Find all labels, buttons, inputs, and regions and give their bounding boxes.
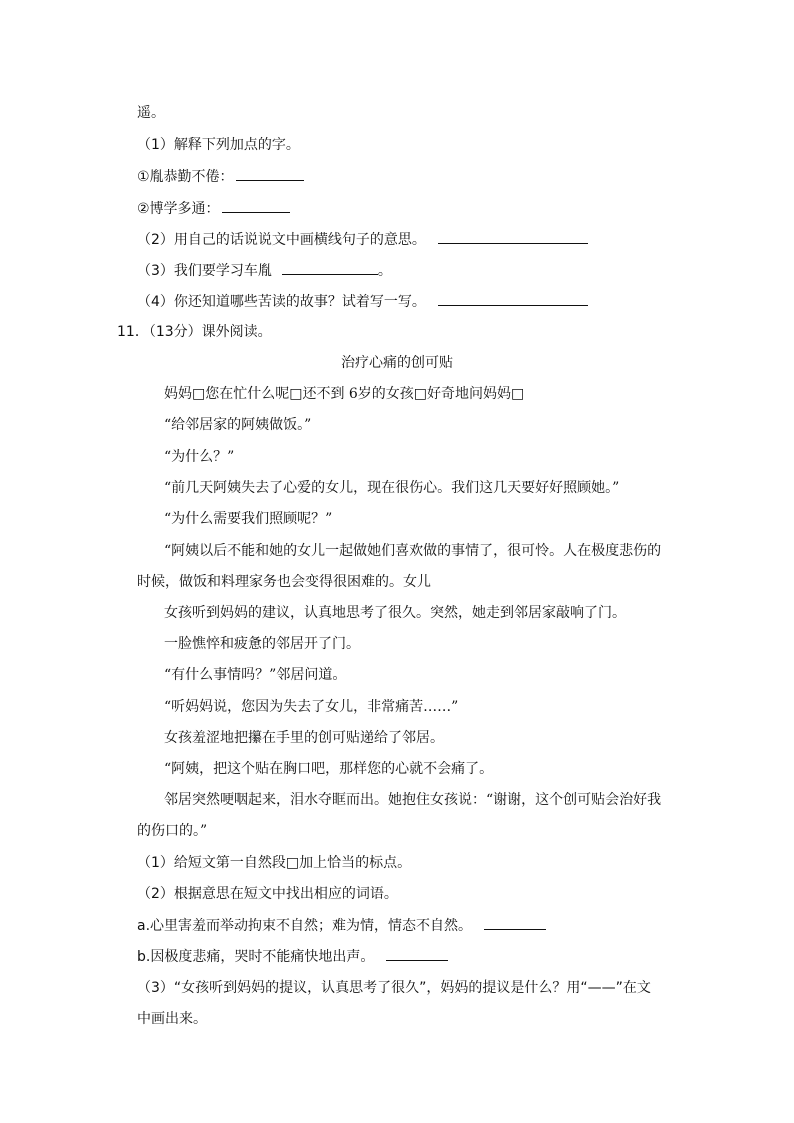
story-paragraph: “为什么需要我们照顾呢？” (164, 511, 333, 527)
q11-sub3-prompt-cont: 中画出来。 (137, 1011, 207, 1027)
story-paragraph: 一脸憔悴和疲惫的邻居开了门。 (164, 636, 360, 652)
q10-sub4-prompt (137, 291, 588, 311)
story-paragraph: “前几天阿姨失去了心爱的女儿，现在很伤心。我们这几天要好好照顾她。” (164, 480, 620, 496)
q10-sub3-text: （3）我们要学习车胤 (137, 263, 272, 279)
story-paragraph: 邻居突然哽咽起来，泪水夺眶而出。她抱住女孩说：“谢谢，这个创可贴会治好我 (164, 792, 662, 808)
q11-sub2-item-b-text: b.因极度悲痛，哭时不能痛快地出声。 (137, 949, 375, 965)
q11-sub2-item-b (137, 946, 448, 966)
story-paragraph: “有什么事情吗？”邻居问道。 (164, 667, 347, 683)
q11-sub3-prompt: （3）“女孩听到妈妈的提议，认真思考了很久”，妈妈的提议是什么？用“——”在文 (137, 980, 651, 996)
passage-continuation: 遥。 (137, 105, 165, 121)
story-paragraph: 女孩羞涩地把攥在手里的创可贴递给了邻居。 (164, 730, 444, 746)
story-paragraph: “阿姨，把这个贴在胸口吧，那样您的心就不会痛了。 (164, 761, 494, 777)
q11-sub2-item-a (137, 915, 546, 935)
answer-blank[interactable] (438, 229, 588, 244)
q11-sub2-prompt: （2）根据意思在短文中找出相应的词语。 (137, 886, 398, 902)
q10-sub1-prompt: （1）解释下列加点的字。 (137, 137, 300, 153)
q10-sub3-tail: 。 (377, 263, 392, 279)
answer-blank[interactable] (222, 198, 290, 213)
answer-blank[interactable] (484, 915, 546, 930)
q11-header: 11．（13分）课外阅读。 (117, 324, 272, 340)
q11-sub1-prompt: （1）给短文第一自然段□加上恰当的标点。 (137, 855, 412, 871)
story-paragraph: “为什么？” (164, 449, 235, 465)
story-paragraph: “给邻居家的阿姨做饭。” (164, 417, 312, 433)
q10-sub4-text: （4）你还知道哪些苦读的故事？试着写一写。 (137, 294, 426, 310)
q10-sub1-item-a (137, 166, 304, 186)
q10-sub2-text: （2）用自己的话说说文中画横线句子的意思。 (137, 232, 426, 248)
answer-blank[interactable] (282, 260, 378, 275)
q10-sub1-item-a-label: ①胤恭勤不倦： (137, 169, 234, 185)
story-title: 治疗心痛的创可贴 (341, 355, 453, 371)
story-paragraph-cont: 时候，做饭和料理家务也会变得很困难的。女儿 (137, 574, 431, 590)
answer-blank[interactable] (438, 291, 588, 306)
story-paragraph: “阿姨以后不能和她的女儿一起做她们喜欢做的事情了，很可怜。人在极度悲伤的 (164, 543, 662, 559)
story-paragraph: “听妈妈说，您因为失去了女儿，非常痛苦……” (164, 699, 459, 715)
q10-sub1-item-b (137, 198, 290, 218)
story-paragraph: 女孩听到妈妈的建议，认真地思考了很久。突然，她走到邻居家敲响了门。 (164, 605, 626, 621)
q10-sub3-prompt (137, 260, 392, 280)
q11-sub2-item-a-text: a.心里害羞而举动拘束不自然；难为情，情态不自然。 (137, 918, 473, 934)
story-paragraph: 妈妈□您在忙什么呢□还不到 6岁的女孩□好奇地问妈妈□ (164, 386, 525, 402)
story-paragraph-cont: 的伤口的。” (137, 823, 208, 839)
answer-blank[interactable] (386, 946, 448, 961)
q10-sub1-item-b-label: ②博学多通： (137, 201, 220, 217)
answer-blank[interactable] (236, 166, 304, 181)
q10-sub2-prompt (137, 229, 588, 249)
